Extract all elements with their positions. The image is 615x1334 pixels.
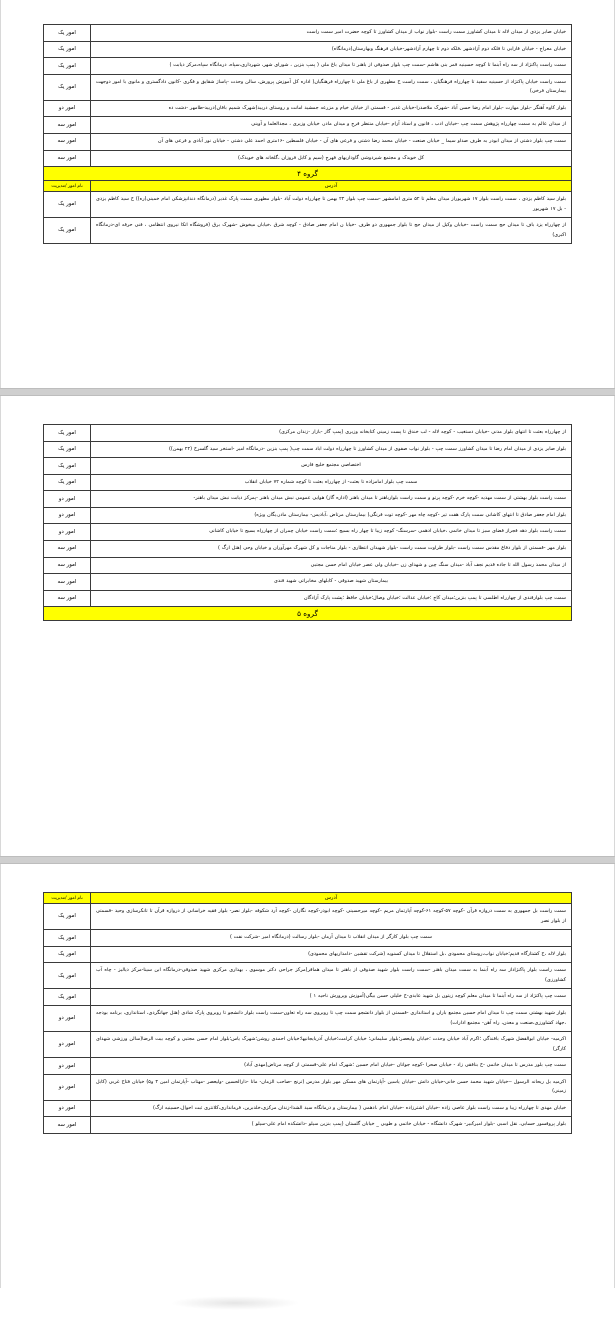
management-name-cell: امور سه [44, 590, 91, 607]
table-row [44, 74, 572, 100]
address-cell: خیابان صابر یزدی از میدان لاله تا میدان کشاورز سمت راست -بلوار نواب از میدان کشاورز تا کوچه حضرت امیر سمت راست [91, 25, 572, 42]
document-page [0, 0, 615, 388]
address-cell: سمت چپ بلوار کارگر از میدان انقلاب تا میدان آرمان -بلوار رسالت (درمانگاه امیر -شرکت نفت ) [91, 930, 572, 947]
table-row [44, 133, 572, 150]
table-row [44, 474, 572, 491]
management-name-cell: امور دو [44, 1074, 91, 1100]
management-name-cell: امور سه [44, 117, 91, 134]
table-row [44, 1100, 572, 1117]
management-name-cell: امور یک [44, 25, 91, 42]
management-name-cell: امور سه [44, 1117, 91, 1134]
column-header-row [44, 893, 572, 904]
address-cell: بلوار مهر -قسمتی از بلوار دفاع مقدس سمت راست -بلوار طراوت سمت راست -بلوار شهیدان انتظاری - بلوار مناجات و کل شهرک مهرآوران و خیابان وحی (هتل ارگ ) [91, 540, 572, 557]
management-name-cell: امور دو [44, 1032, 91, 1058]
management-name-cell: امور دو [44, 507, 91, 524]
address-cell: سمت راست بل جمهوری به سمت دروازه قرآن -کوچه ۵۷-کوچه ۶۱-کوچه آپارتمان مریم -کوچه میرحسینی -کوچه ابوذر-کوچه نگاران -کوچه آرد شکوفه -بلوار نصر- بلوار فقیه خراسانی از دروازه قرآن تا تانکرسازی وحید -قسمتی از بلوار نصر [91, 904, 572, 930]
table-row [44, 100, 572, 117]
column-header-name: نام امور /مدیریت [44, 893, 91, 904]
management-name-cell: امور یک [44, 192, 91, 218]
management-name-cell: امور دو [44, 100, 91, 117]
table-row [44, 458, 572, 475]
management-name-cell: امور دو [44, 1100, 91, 1117]
address-cell: از چهارراه بعثت تا انتهای بلوار مدنی -خیابان دستغیب - کوچه لاله - لب خندق تا پست زمینی کتابخانه وزیری (پمپ گاز -بازار -زندان مرکزی) [91, 425, 572, 442]
management-name-cell: امور دو [44, 1058, 91, 1075]
table-row [44, 524, 572, 541]
management-name-cell: امور سه [44, 557, 91, 574]
group-title: گروه ۴ [44, 167, 572, 181]
address-cell: بلوار لاله ،خ کشتارگاه قدیم؛خیابان نواب،روستای محمودی ،بل استقلال تا میدان کسنویه (شرکت تقشین -دامداریهای محمودی) [91, 946, 572, 963]
address-cell: از میدان محمد رسول الله تا جاده قدیم نجف آباد -میدان سنگ چین و شهدای زن -خیابان ولی عصر خیابان امام حسن مجتبی [91, 557, 572, 574]
table-row [44, 218, 572, 244]
document-page [0, 864, 615, 1288]
management-name-cell: امور یک [44, 904, 91, 930]
address-cell: از چهارراه یزد باف تا میدان حج سمت راست -خیابان وکیل از میدان حج تا بلوار جمهوری دو طرف -خیابا ن امام جعفر صادق - کوچه شرق ،خیابان میخوش -شهرک برق (فروشگاه اتکا نیروی انتظامی ، فنی حرفه ای-درمانگاه اکبری) [91, 218, 572, 244]
address-cell: بلوار امام جعفر صادق تا انتهای کاشانی سمت پارک هفت تیر -کوچه چاه مهر -کوچه توت فرنگی( بیمارستان مرتاض ،آبادیس- بیمارستان مادر،یگان ویژه) [91, 507, 572, 524]
address-table [43, 24, 572, 244]
management-name-cell: امور سه [44, 150, 91, 167]
management-name-cell: امور یک [44, 946, 91, 963]
address-cell: بلوار صابر یزدی از میدان امام رضا تا میدان کشاورز سمت چپ - بلوار نواب صفوی از میدان کشاورز تا چهارراه دولت اباد سمت چپ( پمپ بنزین -درمانگاه امیر -استخر سید گلسرخ (۲۲ بهمن)) [91, 441, 572, 458]
table-row [44, 41, 572, 58]
management-name-cell: امور یک [44, 458, 91, 475]
table-row [44, 963, 572, 989]
management-name-cell: امور یک [44, 441, 91, 458]
management-name-cell: امور سه [44, 540, 91, 557]
address-table [43, 892, 572, 1134]
management-name-cell: امور یک [44, 425, 91, 442]
table-row [44, 58, 572, 75]
group-banner-row [44, 607, 572, 621]
table-row [44, 989, 572, 1006]
table-row [44, 1074, 572, 1100]
management-name-cell: امور سه [44, 574, 91, 591]
table-row [44, 1005, 572, 1031]
management-name-cell: امور یک [44, 41, 91, 58]
table-row [44, 441, 572, 458]
address-cell: بلوار شهید بهشتی سمت چپ تا میدان امام حسین مجتمع باران و استانداری -قسمتی از بلوار دانشجو سمت چپ تا روبروی سه راه تعاون-سمت راست بلوار دانشجو تا روبروی پارک شادی (هتل جهانگردی، استانداری، برنامه بودجه ،جهاد کشاورزی،صنعت و معدن، راه آهن- مجتمع ادارات) [91, 1005, 572, 1031]
address-cell: بلوار کاوه آهنگر -بلوار مهارت -بلوار امام رضا حسن آباد -شهرک ملاصدرا-خیابان غدیر - قسمتی از خیابان خیام و مزرعه جمشید امانت و روستای دربید(شهرک شمیم بافان)دربید-طامهر -دشت ده [91, 100, 572, 117]
table-row [44, 946, 572, 963]
table-row [44, 904, 572, 930]
address-cell: از میدان عالم به سمت چهارراه پژوهش سمت چپ -خیابان ادب ، قانون و استاد آرام -خیابان منتظر فرج و میدان مادر، خیابان وزیری ، مجدالعلما و آوینی [91, 117, 572, 134]
address-cell: بیمارستان شهید صدوقی - کابلهای مخابراتی شهید قندی [91, 574, 572, 591]
table-row [44, 540, 572, 557]
group-title: گروه ۵ [44, 607, 572, 621]
management-name-cell: امور یک [44, 930, 91, 947]
page-bottom-shadow [0, 1288, 615, 1334]
address-cell: اکرمیه بل ریحانه الرسول --خیابان شهید محمد حسن خانی-خیابان دانش -خیابان یاسین -آپارتمان های مسکن مهر بلوار مدرس (ترنج -صاحب الزمان- مانا -دارالحسین -ولیعصر -مهتاب -آپارتمان امین ۴ و۵) خیابان فتاح غربی (کابل زمینی) [91, 1074, 572, 1100]
management-name-cell: امور یک [44, 989, 91, 1006]
address-cell: سمت راست خیابان پاکنژاد از حسینیه سفید تا چهارراه فرهنگیان ، سمت راست خ مطهری از باغ ملی تا چهارراه فرهنگیان( اداره کل آموزش پرورش، سالن وحدت -پاساژ شقایق و فکری -کانون دادگستری و مانوی با امور دوجهت بیمارستان فرخی) [91, 74, 572, 100]
table-row [44, 192, 572, 218]
column-header-row [44, 181, 572, 192]
management-name-cell: امور دو [44, 524, 91, 541]
management-name-cell: امور یک [44, 474, 91, 491]
table-row [44, 1058, 572, 1075]
address-cell: سمت راست پاکنژاد از سه راه آبنما تا کوچه حسینیه قمر بنی هاشم -سمت چپ بلوار صدوقی از باهنر تا میدان باغ ملی ( پمپ بنزین ، شورای شهر، شهرداری،سپاه، درمانگاه سپاه،مرکز دیابت ) [91, 58, 572, 75]
management-name-cell: امور دو [44, 491, 91, 508]
address-cell: خیابان مهدی تا چهارراه زیبا و سمت راست بلوار عاصی زاده -خیابان اشترزاده -خیابان امام ،ادهمی ( بیمارستان و درمانگاه سید الشدا-زندان مرکزی،خلدبرین، فرمانداری،کلانتری ثبت احوال،حسینیه ارگ) [91, 1100, 572, 1117]
management-name-cell: امور یک [44, 74, 91, 100]
address-cell: سمت راست بلوار دهه فجراز فضای سبز تا میدان خاتمی ،خیابان ادهمی -سرسنگ- کوچه زیبا تا چهار راه بسیج ؛سمت راست خیابان چمران از چهارراه بسیج تا خیابان کاشانی [91, 524, 572, 541]
column-header-address: آدرس [91, 181, 572, 192]
page-separator [0, 856, 615, 864]
management-name-cell: امور دو [44, 1005, 91, 1031]
table-row [44, 150, 572, 167]
table-row [44, 930, 572, 947]
table-row [44, 557, 572, 574]
table-row [44, 25, 572, 42]
group-banner-row [44, 167, 572, 181]
management-name-cell: امور سه [44, 133, 91, 150]
address-cell: بلوار پروفسور حسابی، نقل اسبی -بلوار امیرکبیر- شهرک دانشگاه - خیابان خاتمی و طوبی _ خیابان گلستان (پمپ بنزین سیلو -دانشکده امام علی-سیلو ) [91, 1117, 572, 1134]
address-cell: سمت چپ پاکنژاد از سه راه آبنما تا میدان معلم کوچه زیتون بل شهید عابدی-خ خلیلی حسن بیگی(آموزش وپرورش ناحیه ۱ ) [91, 989, 572, 1006]
column-header-name: نام امور /مدیریت [44, 181, 91, 192]
table-row [44, 1117, 572, 1134]
address-cell: خیابان معراج - خیابان فارابی تا فلکه دوم آزادشهر ،فلکه دوم تا چهارم آزادشهر-خیابان فرهنگ وبهارستان(درمانگاه) [91, 41, 572, 58]
address-cell: بلوار سید کاظم یزدی ، سمت راست بلوار ۱۷ شهریوراز میدان معلم تا ۵۲ متری امامشهر -سمت چپ بلوار ۲۲ بهمن تا چهارراه دولت آباد -بلوار مطهری سمت پارک غدیر (درمانگاه دندانپزشکی امام خمینی(ره)) خ سید کاظم یزدی - بل ۱۷ شهریور [91, 192, 572, 218]
column-header-address: آدرس [91, 893, 572, 904]
address-cell: سمت چپ بلوارقندی از چهارراه اطلسی تا پمپ بنزین؛میدان کاج ؛خیابان عدالت ؛خیابان وصال؛خیابان حافظ ؛پشت پارک آزادگان [91, 590, 572, 607]
address-cell: سمت راست بلوار بهشتی از سمت مهدیه -کوچه خرم -کوچه پرتو و سمت راست بلوارباهنر تا میدان باهنر (اداره گاز) هوایی عمومی نبش میدان باهنر -پمرکز دیابت نبش میدان باهنر- [91, 491, 572, 508]
address-cell: اختصاصی مجتمع خلیج فارس [91, 458, 572, 475]
table-row [44, 574, 572, 591]
document-page [0, 396, 615, 856]
management-name-cell: امور یک [44, 218, 91, 244]
table-row [44, 117, 572, 134]
address-cell: اکرمیه- خیابان ابوالفضل شهرک بافندگی ؛اکرم آباد خیابان وحدت ؛خیابان ولیعصر؛بلوار سلیمانی؛ خیابان کرامت؛خیابان آذربایجانیها؛خیابان احمدی روشن؛شهرک یاس؛بلوار امام حسن مجتبی و کوچه بیت الرضا(سالن ورزشی شهدای کارگر) [91, 1032, 572, 1058]
address-cell: کل خویدک و مجتمع شیردوشی گاوداریهای فهرج (سیم و کابل فروزان ،گلخانه های خویدک) [91, 150, 572, 167]
address-cell: سمت چپ بلوار دشتی از میدان ابوذر به طرف صداو سیما _ خیابان صنعت - خیابان محمد رضا دشتی و فرعی های آن - خیابان فلسطین -۱۶متری احمد علی دشتی - خیابان نور آبادی و فرعی های آن [91, 133, 572, 150]
table-row [44, 425, 572, 442]
table-row [44, 491, 572, 508]
address-cell: سمت راست بلوار پاکنژاداز سه راه آبنما به سمت میدان باهنر -سمت راست بلوار شهید صدوقی از باهنر تا میدان همافر(مرکز جراحی دکتر موسوی ، بهداری مرکزی شهید صدوقی-درمانگاه ابن سینا-مرکز دیالیز - چاه آب کشاورزی) [91, 963, 572, 989]
management-name-cell: امور یک [44, 58, 91, 75]
address-table [43, 424, 572, 621]
table-row [44, 1032, 572, 1058]
table-row [44, 507, 572, 524]
address-cell: سمت چپ بلوار امامزاده تا بعثت- از چهارراه بعثت تا کوچه شماره ۷۲ خیابان انقلاب [91, 474, 572, 491]
page-separator [0, 388, 615, 396]
table-row [44, 590, 572, 607]
management-name-cell: امور یک [44, 963, 91, 989]
address-cell: سمت چپ بلور مدرس تا میدان خاتمی -خ بنافقی زاد - خیابان صحرا -کوچه جوانان -خیابان امام حسین ؛شهرک امام علی-قسمتی از کوچه مرتاض(مهدی آباد) [91, 1058, 572, 1075]
